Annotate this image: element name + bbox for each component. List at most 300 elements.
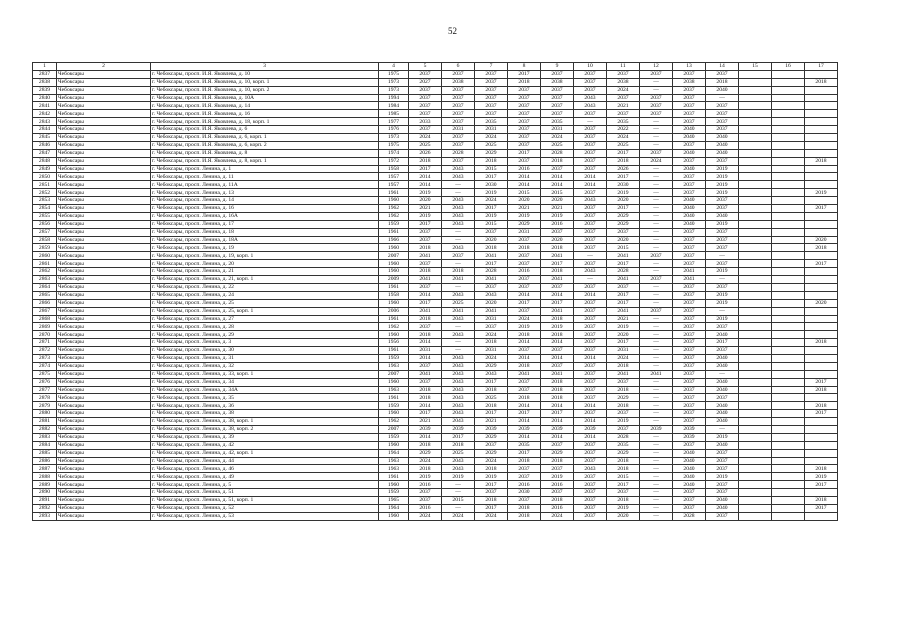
table-cell <box>739 181 772 189</box>
table-cell: 2037 <box>640 102 673 110</box>
table-cell: Чебоксары <box>57 260 151 268</box>
table-cell: 1961 <box>379 228 409 236</box>
column-header: 10 <box>574 63 607 71</box>
table-cell: 2017 <box>508 70 541 78</box>
table-cell: 2854 <box>33 205 57 213</box>
table-cell <box>805 291 838 299</box>
table-cell: 2018 <box>409 157 442 165</box>
table-cell: — <box>640 378 673 386</box>
table-cell: 2037 <box>475 102 508 110</box>
table-cell: 2037 <box>607 410 640 418</box>
table-cell <box>772 512 805 520</box>
table-cell: 2020 <box>805 299 838 307</box>
table-cell: 2037 <box>409 94 442 102</box>
table-cell: 2014 <box>508 173 541 181</box>
table-cell <box>772 481 805 489</box>
table-cell: 2019 <box>805 473 838 481</box>
table-cell <box>739 141 772 149</box>
table-cell: 2009 <box>379 276 409 284</box>
table-cell: 2037 <box>475 110 508 118</box>
table-cell: 2017 <box>475 378 508 386</box>
table-cell: 2018 <box>508 457 541 465</box>
table-cell: — <box>640 205 673 213</box>
table-cell: 2039 <box>508 425 541 433</box>
table-cell: 2043 <box>442 197 475 205</box>
table-cell: 2874 <box>33 362 57 370</box>
table-cell: 2037 <box>475 94 508 102</box>
table-cell: 2892 <box>33 504 57 512</box>
table-cell: 2037 <box>541 165 574 173</box>
table-cell: 2037 <box>574 78 607 86</box>
table-cell: 2017 <box>805 205 838 213</box>
table-cell: 1960 <box>379 299 409 307</box>
column-header: 15 <box>739 63 772 71</box>
table-cell: 2037 <box>541 283 574 291</box>
table-cell: г. Чебоксары, просп. Ленина, д. 38, корп. 1 <box>151 418 379 426</box>
table-cell: 2037 <box>508 260 541 268</box>
table-cell: 1956 <box>379 339 409 347</box>
housing-register-table <box>32 62 838 521</box>
table-cell: 2863 <box>33 276 57 284</box>
table-row <box>33 244 838 252</box>
table-cell: 1963 <box>379 465 409 473</box>
table-cell: 2024 <box>541 512 574 520</box>
table-cell: 2038 <box>607 78 640 86</box>
table-row <box>33 283 838 291</box>
table-cell: 2037 <box>574 496 607 504</box>
table-cell <box>739 220 772 228</box>
table-cell: г. Чебоксары, просп. Ленина, д. 5 <box>151 481 379 489</box>
table-cell: 2037 <box>574 441 607 449</box>
table-cell <box>739 205 772 213</box>
table-row <box>33 78 838 86</box>
table-cell: 2020 <box>541 236 574 244</box>
table-cell: 2037 <box>409 236 442 244</box>
table-cell: 2037 <box>442 252 475 260</box>
table-cell <box>805 394 838 402</box>
table-cell: 2037 <box>673 110 706 118</box>
table-cell: 2037 <box>442 94 475 102</box>
table-cell: Чебоксары <box>57 386 151 394</box>
table-cell: 2040 <box>673 197 706 205</box>
table-cell: 2037 <box>706 394 739 402</box>
table-cell: 2037 <box>706 347 739 355</box>
table-cell: 2018 <box>805 157 838 165</box>
table-cell: — <box>640 118 673 126</box>
table-cell <box>805 173 838 181</box>
table-cell: 2018 <box>541 457 574 465</box>
table-cell: 2850 <box>33 173 57 181</box>
column-header: 1 <box>33 63 57 71</box>
table-row <box>33 141 838 149</box>
table-cell: 2020 <box>607 331 640 339</box>
table-cell <box>739 212 772 220</box>
column-header: 16 <box>772 63 805 71</box>
table-cell: 2041 <box>541 252 574 260</box>
table-cell: 1973 <box>379 86 409 94</box>
table-cell: 2014 <box>409 173 442 181</box>
table-cell: Чебоксары <box>57 181 151 189</box>
table-cell: 2037 <box>409 86 442 94</box>
table-cell: 2040 <box>673 126 706 134</box>
table-cell: — <box>640 260 673 268</box>
table-cell: 2019 <box>706 189 739 197</box>
table-cell: — <box>640 126 673 134</box>
table-cell: 2021 <box>475 418 508 426</box>
table-cell: 2037 <box>673 118 706 126</box>
table-cell: 2017 <box>409 410 442 418</box>
column-number-row <box>33 63 838 71</box>
table-cell: 2037 <box>409 283 442 291</box>
table-cell: 2840 <box>33 94 57 102</box>
table-cell: 2037 <box>508 141 541 149</box>
table-cell: 2043 <box>574 465 607 473</box>
table-cell: г. Чебоксары, просп. И.Я. Яковлева, д. 18, корп. 1 <box>151 118 379 126</box>
table-cell: 2888 <box>33 473 57 481</box>
table-cell: 2037 <box>574 260 607 268</box>
table-cell: 2035 <box>508 441 541 449</box>
table-cell <box>772 433 805 441</box>
table-cell: 2037 <box>706 449 739 457</box>
table-cell: 1960 <box>379 378 409 386</box>
table-cell <box>739 157 772 165</box>
table-cell <box>739 283 772 291</box>
table-cell <box>739 315 772 323</box>
table-cell: 2037 <box>706 283 739 291</box>
table-cell: 2873 <box>33 354 57 362</box>
table-cell: г. Чебоксары, просп. И.Я. Яковлева, д. 16 <box>151 110 379 118</box>
table-cell: 1984 <box>379 102 409 110</box>
table-cell <box>805 449 838 457</box>
table-cell: — <box>640 418 673 426</box>
table-cell: 2019 <box>409 473 442 481</box>
table-cell: — <box>640 141 673 149</box>
table-cell: 2039 <box>574 425 607 433</box>
table-cell: 2040 <box>706 410 739 418</box>
table-cell: Чебоксары <box>57 236 151 244</box>
table-cell: 2024 <box>475 457 508 465</box>
table-cell: Чебоксары <box>57 465 151 473</box>
table-cell <box>772 394 805 402</box>
table-cell: 2037 <box>673 141 706 149</box>
table-cell: 2020 <box>607 236 640 244</box>
table-cell: 2037 <box>673 173 706 181</box>
table-row <box>33 228 838 236</box>
table-cell: — <box>640 291 673 299</box>
table-cell: 2019 <box>607 323 640 331</box>
table-row <box>33 394 838 402</box>
table-cell: 2043 <box>442 394 475 402</box>
table-cell: 2019 <box>706 173 739 181</box>
table-cell: 2018 <box>607 402 640 410</box>
table-cell <box>772 473 805 481</box>
table-cell: 2037 <box>673 323 706 331</box>
table-cell: 2018 <box>805 465 838 473</box>
table-cell: 2020 <box>607 197 640 205</box>
table-cell: Чебоксары <box>57 118 151 126</box>
table-cell <box>772 354 805 362</box>
table-cell: 2887 <box>33 465 57 473</box>
table-cell: г. Чебоксары, просп. Ленина, д. 21 <box>151 268 379 276</box>
table-cell: 2037 <box>541 441 574 449</box>
table-cell <box>772 110 805 118</box>
table-cell: 2037 <box>442 141 475 149</box>
table-cell: 1962 <box>379 205 409 213</box>
table-cell: 2037 <box>574 457 607 465</box>
table-cell: 2015 <box>442 496 475 504</box>
table-cell: 2039 <box>409 425 442 433</box>
table-cell: 2018 <box>607 386 640 394</box>
table-cell: 2841 <box>33 102 57 110</box>
table-cell: 2037 <box>409 323 442 331</box>
table-cell: 2017 <box>706 339 739 347</box>
table-cell: Чебоксары <box>57 220 151 228</box>
table-cell: г. Чебоксары, просп. Ленина, д. 14 <box>151 197 379 205</box>
table-cell: 2043 <box>442 354 475 362</box>
table-cell: г. Чебоксары, просп. Ленина, д. 34А <box>151 386 379 394</box>
table-cell: 2014 <box>409 291 442 299</box>
table-cell <box>772 181 805 189</box>
table-cell: г. Чебоксары, просп. Ленина, д. 46 <box>151 465 379 473</box>
table-cell: 2018 <box>541 244 574 252</box>
table-cell: 2018 <box>805 402 838 410</box>
table-cell: 2014 <box>409 181 442 189</box>
column-header: 4 <box>379 63 409 71</box>
table-cell: 2019 <box>607 504 640 512</box>
table-row <box>33 496 838 504</box>
table-cell: 2025 <box>442 299 475 307</box>
table-row <box>33 189 838 197</box>
table-cell: Чебоксары <box>57 70 151 78</box>
column-header: 7 <box>475 63 508 71</box>
table-cell: 2037 <box>508 157 541 165</box>
table-cell: Чебоксары <box>57 141 151 149</box>
table-cell: 2037 <box>574 315 607 323</box>
table-cell: 2014 <box>574 402 607 410</box>
table-cell: — <box>442 481 475 489</box>
table-cell: 2037 <box>574 362 607 370</box>
table-cell <box>739 189 772 197</box>
table-cell <box>772 489 805 497</box>
table-cell: Чебоксары <box>57 504 151 512</box>
table-cell <box>739 228 772 236</box>
table-cell: 2883 <box>33 433 57 441</box>
table-cell: Чебоксары <box>57 244 151 252</box>
table-cell: 2037 <box>574 141 607 149</box>
table-cell: 2849 <box>33 165 57 173</box>
table-cell: 2040 <box>706 134 739 142</box>
table-cell: 2017 <box>475 205 508 213</box>
table-cell: 2018 <box>607 157 640 165</box>
table-row <box>33 512 838 520</box>
table-cell: 2037 <box>640 70 673 78</box>
table-cell: 2026 <box>409 149 442 157</box>
table-cell: — <box>442 489 475 497</box>
table-cell: 2037 <box>574 307 607 315</box>
table-cell: 2019 <box>475 189 508 197</box>
table-cell: 2040 <box>706 331 739 339</box>
table-cell: 2037 <box>574 70 607 78</box>
table-cell: 2025 <box>475 141 508 149</box>
table-cell: г. Чебоксары, просп. И.Я. Яковлева, д. 6 <box>151 126 379 134</box>
table-cell <box>739 496 772 504</box>
table-cell: 2029 <box>475 449 508 457</box>
table-cell: 2037 <box>673 441 706 449</box>
table-cell: 2024 <box>475 512 508 520</box>
table-cell: 2875 <box>33 370 57 378</box>
table-cell <box>739 299 772 307</box>
table-cell: 2041 <box>541 370 574 378</box>
table-cell: Чебоксары <box>57 283 151 291</box>
table-row <box>33 465 838 473</box>
table-cell: 2037 <box>673 331 706 339</box>
table-row <box>33 481 838 489</box>
table-cell: 2028 <box>541 149 574 157</box>
table-cell: 2019 <box>475 473 508 481</box>
table-cell: 1966 <box>379 236 409 244</box>
table-cell: 2038 <box>442 78 475 86</box>
table-cell: 2040 <box>673 165 706 173</box>
table-cell <box>772 149 805 157</box>
table-cell: 2037 <box>673 410 706 418</box>
table-cell: 2041 <box>673 268 706 276</box>
table-cell: 2016 <box>508 481 541 489</box>
table-cell: 2037 <box>508 386 541 394</box>
table-cell: — <box>640 315 673 323</box>
table-cell: 2020 <box>541 197 574 205</box>
table-body <box>33 70 838 520</box>
table-cell <box>805 441 838 449</box>
table-row <box>33 378 838 386</box>
table-cell: Чебоксары <box>57 402 151 410</box>
table-cell: 1965 <box>379 496 409 504</box>
table-cell: 2043 <box>574 94 607 102</box>
table-cell: — <box>640 268 673 276</box>
table-cell: 2039 <box>442 425 475 433</box>
table-cell: Чебоксары <box>57 268 151 276</box>
table-cell: 2043 <box>442 244 475 252</box>
table-cell: 2018 <box>508 244 541 252</box>
table-cell: Чебоксары <box>57 425 151 433</box>
table-cell: — <box>640 181 673 189</box>
table-cell <box>805 276 838 284</box>
table-cell: 2037 <box>409 496 442 504</box>
table-cell: 2037 <box>673 189 706 197</box>
table-cell: 2018 <box>607 496 640 504</box>
table-cell: 2856 <box>33 220 57 228</box>
table-cell: 2858 <box>33 236 57 244</box>
table-cell: Чебоксары <box>57 86 151 94</box>
table-cell: 2017 <box>607 299 640 307</box>
column-header: 13 <box>673 63 706 71</box>
table-cell <box>739 410 772 418</box>
table-cell: — <box>640 386 673 394</box>
table-cell <box>772 307 805 315</box>
table-cell: 2027 <box>409 78 442 86</box>
table-cell: 1973 <box>379 78 409 86</box>
table-cell: 2876 <box>33 378 57 386</box>
table-cell: 2037 <box>574 228 607 236</box>
table-cell: — <box>574 276 607 284</box>
table-cell: 2015 <box>508 189 541 197</box>
table-cell <box>805 228 838 236</box>
table-cell: 2014 <box>541 433 574 441</box>
table-cell: 2019 <box>706 291 739 299</box>
table-cell: 2893 <box>33 512 57 520</box>
table-cell <box>772 102 805 110</box>
table-cell <box>805 347 838 355</box>
table-cell: 2037 <box>508 465 541 473</box>
table-row <box>33 181 838 189</box>
table-cell: 2018 <box>805 339 838 347</box>
table-cell: 2040 <box>673 473 706 481</box>
table-cell: 2018 <box>607 362 640 370</box>
table-cell: 1963 <box>379 457 409 465</box>
table-cell: 2037 <box>706 110 739 118</box>
table-cell: 2041 <box>475 276 508 284</box>
table-cell: 2019 <box>706 165 739 173</box>
table-cell <box>739 118 772 126</box>
table-cell: 1975 <box>379 141 409 149</box>
table-cell: 2037 <box>574 449 607 457</box>
table-cell <box>805 354 838 362</box>
table-row <box>33 70 838 78</box>
table-cell: 2037 <box>508 252 541 260</box>
table-cell: 2018 <box>508 78 541 86</box>
table-cell: 2017 <box>607 339 640 347</box>
table-cell <box>805 323 838 331</box>
table-cell: 2037 <box>706 236 739 244</box>
table-cell: 2019 <box>541 473 574 481</box>
table-cell: 2846 <box>33 141 57 149</box>
table-row <box>33 236 838 244</box>
table-cell: г. Чебоксары, просп. Ленина, д. 44 <box>151 457 379 465</box>
table-cell <box>805 307 838 315</box>
table-cell: — <box>640 173 673 181</box>
table-cell: 2037 <box>574 86 607 94</box>
table-cell: 2018 <box>508 331 541 339</box>
table-cell: 2040 <box>673 449 706 457</box>
table-cell: 2017 <box>541 260 574 268</box>
table-cell: 1960 <box>379 481 409 489</box>
table-cell: — <box>640 236 673 244</box>
table-cell <box>739 134 772 142</box>
table-cell: Чебоксары <box>57 512 151 520</box>
table-cell <box>772 449 805 457</box>
table-cell: 2037 <box>475 441 508 449</box>
table-cell <box>772 228 805 236</box>
table-cell: 2871 <box>33 339 57 347</box>
table-cell: 2043 <box>442 362 475 370</box>
table-cell: 2037 <box>574 205 607 213</box>
table-cell: г. Чебоксары, просп. Ленина, д. 19, корп. 1 <box>151 252 379 260</box>
table-cell: 1963 <box>379 386 409 394</box>
table-cell: 2015 <box>607 244 640 252</box>
table-cell <box>772 299 805 307</box>
table-cell: 2043 <box>442 402 475 410</box>
table-cell: 2031 <box>541 126 574 134</box>
table-cell <box>739 323 772 331</box>
table-cell: 2018 <box>409 331 442 339</box>
table-cell: 2037 <box>574 134 607 142</box>
table-cell: 2019 <box>475 212 508 220</box>
table-cell: 2018 <box>508 512 541 520</box>
table-cell: 1959 <box>379 220 409 228</box>
table-cell: 2037 <box>574 378 607 386</box>
table-cell: 2017 <box>607 260 640 268</box>
table-cell: Чебоксары <box>57 481 151 489</box>
table-cell: 2037 <box>673 94 706 102</box>
